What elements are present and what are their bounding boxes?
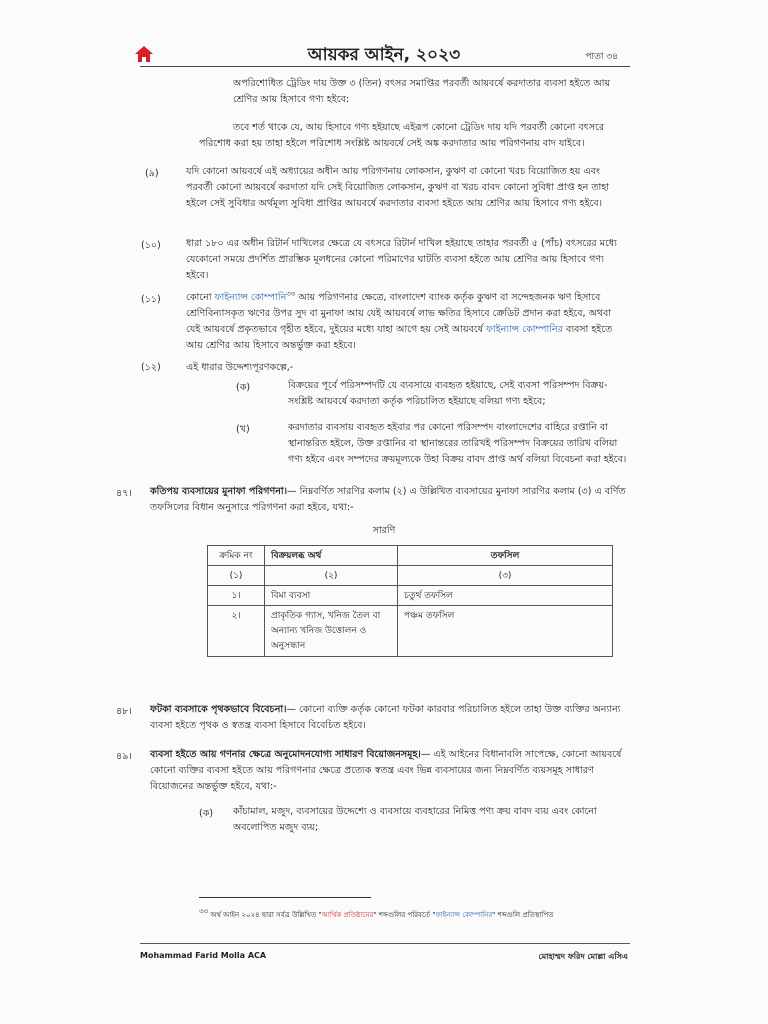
section-47-text: কতিপয় ব্যবসায়ের মুনাফা পরিগণনা।— নিম্নবর্ণিত সারণির কলাম (২) এ উল্লিখিত ব্যবসায়ের মুনাফা সারণির কলাম (৩) এ বর্ণিত তফসিলের বিধান অনুসারে পরিগণনা করা হইবে, যথা:- [150, 486, 626, 513]
subclause-number: (ক) [236, 382, 251, 393]
page-number: পাতা ৩৪ [585, 52, 618, 62]
subclause-ka-text: বিক্রয়ের পূর্বে পরিসম্পদটি যে ব্যবসায়ে ব্যবহৃত হইয়াছে, সেই ব্যবসা পরিসম্পদ বিক্রয়-সংশ্লিষ্ট আয়বর্ষে করদাতা কর্তৃক পরিচালিত হইয়াছে বলিয়া গণ্য হইবে; [288, 380, 608, 407]
subclause-kha-text: করদাতার ব্যবসায় ব্যবহৃত হইবার পর কোনো পরিসম্পদ বাংলাদেশের বাহিরে রপ্তানি বা স্থানান্তরিত হইলে, উক্ত রপ্তানির বা স্থানান্তরের তারিখই পরিসম্পদ বিক্রয়ের তারিখ বলিয়া গণ্য হইবে এবং সম্পদের ক্রয়মূল্যকে উহা বিক্রয় বাবদ প্রাপ্ত অর্থ বলিয়া বিবেচনা করা হইবে। [288, 422, 627, 465]
finance-company-link[interactable]: ফাইন্যান্স কোম্পানি [214, 292, 287, 303]
section-49-text: ব্যবসা হইতে আয় গণনার ক্ষেত্রে অনুমোদনযোগ্য সাধারণ বিয়োজনসমূহ।— এই আইনের বিধানাবলি সাপেক্ষে, কোনো আয়বর্ষে কোনো ব্যক্তির ব্যবসা হইতে আয় পরিগণনার ক্ষেত্রে প্রত্যেক স্বতন্ত্র এবং ভিন্ন ব্যবসায়ের জন্য নিম্নবর্ণিত ব্যয়সমূহ সাধারণ বিয়োজনের অন্তর্ভুক্ত হইবে, যথা:- [150, 749, 622, 792]
proviso-paragraph: তবে শর্ত থাকে যে, আয় হিসাবে গণ্য হইয়াছে এইরূপ কোনো ট্রেডিং দায় যদি পরবর্তী কোনো বৎসরে পরিশোধ করা হয় তাহা হইলে পরিশোধ সংশ্লিষ্ট আয়বর্ষে সেই অঙ্ক করদাতার আয় পরিগণনায় বাদ যাইবে। [199, 122, 605, 149]
footnote: ৩৩ অর্থ আইন ২০২৪ দ্বারা সর্বত্র উল্লিখিত "আর্থিক প্রতিষ্ঠানের" শব্দগুলির পরিবর্তে "ফাইন্যান্স কোম্পানির" শব্দগুলি প্রতিস্থাপিত [199, 907, 554, 919]
table-cell: ১। [208, 586, 265, 606]
clause-number: (১২) [141, 362, 161, 373]
table-colnum: (২) [265, 566, 398, 586]
section-number: ৪৯। [116, 751, 132, 762]
footer-author-english: Mohammad Farid Molla ACA [140, 951, 267, 960]
table-cell: বিমা ব্যবসা [265, 586, 398, 606]
table-colnum: (৩) [398, 566, 613, 586]
clause-10-text: ধারা ১৮০ এর অধীন রিটার্ন দাখিলের ক্ষেত্রে যে বৎসরে রিটার্ন দাখিল হইয়াছে তাহার পরবর্তী ৫ (পাঁচ) বৎসরের মধ্যে যেকোনো সময়ে প্রদর্শিত প্রারম্ভিক মূলধনের কোনো পরিমাণের ঘাটতি ব্যবসা হইতে আয় শ্রেণির আয় হিসাবে গণ্য হইবে। [186, 238, 617, 281]
clause-9-text: যদি কোনো আয়বর্ষে এই অধ্যায়ের অধীন আয় পরিগণনায় লোকসান, কুঋণ বা কোনো খরচ বিয়োজিত হয় এবং পরবর্তী কোনো আয়বর্ষে করদাতা যদি সেই বিয়োজিত লোকসান, কুঋণ বা খরচ বাবদ কোনো সুবিধা প্রাপ্ত হন তাহা হইলে সেই সুবিধার অর্থমূল্য সুবিধা প্রাপ্তির আয়বর্ষে করদাতার ব্যবসা হইতে আয় শ্রেণির আয় হিসাবে গণ্য হইবে। [186, 166, 609, 209]
section-heading: ব্যবসা হইতে আয় গণনার ক্ষেত্রে অনুমোদনযোগ্য সাধারণ বিয়োজনসমূহ। [150, 749, 421, 760]
footnote-new-term: ফাইন্যান্স কোম্পানির [435, 911, 493, 919]
footnote-old-term: আর্থিক প্রতিষ্ঠানের [321, 911, 374, 919]
footnote-divider [199, 897, 371, 898]
section-number: ৪৮। [116, 706, 132, 717]
footnote-marker: ৩৩ [199, 907, 209, 916]
section-number: ৪৭। [116, 488, 132, 499]
footer-author-bangla: মোহাম্মদ ফরিদ মোল্লা এসিএ [538, 952, 628, 961]
page-title: আয়কর আইন, ২০২৩ [307, 45, 461, 65]
table-caption: সারণি [372, 525, 396, 536]
table-cell: পঞ্চম তফসিল [398, 606, 613, 657]
clause-number: (১০) [141, 240, 161, 251]
section-heading: ফটকা ব্যবসাকে পৃথকভাবে বিবেচনা। [150, 704, 287, 715]
table-header: বিক্রয়লব্ধ অর্থ [265, 546, 398, 566]
clause-11-text: কোনো ফাইন্যান্স কোম্পানি$^{৩৩}$ আয় পরিগণনার ক্ষেত্রে, বাংলাদেশ ব্যাংক কর্তৃক কুঋণ বা সন্দেহজনক ঋণ হিসাবে শ্রেণিবিন্যাসকৃত ঋণের উপর সুদ বা মুনাফা আয় যেই আয়বর্ষে লাভ ক্ষতির হিসাবে ক্রেডিট প্রদান করা হইবে, অথবা যেই আয়বর্ষে প্রকৃতভাবে গৃহীত হইবে, দুইয়ের মধ্যে যাহা আগে হয় সেই আয়বর্ষে ফাইন্যান্স কোম্পানির ব্যবসা হইতে আয় শ্রেণির আয় হিসাবে অন্তর্ভুক্ত করা হইবে। [186, 289, 613, 351]
table-row [208, 586, 613, 606]
footnote-ref[interactable]: ৩৩ [286, 289, 296, 298]
table-header: ক্রমিক নং [208, 546, 265, 566]
section-49-ka-text: কাঁচামাল, মজুদ, ব্যবসায়ের উদ্দেশ্যে ও ব্যবসায়ে ব্যবহারের নিমিত্ত পণ্য ক্রয় বাবদ ব্যয় এবং কোনো অবলোপিত মজুদ ব্যয়; [233, 806, 597, 833]
table-cell: চতুর্থ তফসিল [398, 586, 613, 606]
subclause-number: (খ) [236, 424, 250, 435]
finance-company-link[interactable]: ফাইন্যান্স কোম্পানির [485, 324, 563, 335]
table-header: তফসিল [398, 546, 613, 566]
clause-number: (৯) [145, 168, 159, 179]
table-cell: প্রাকৃতিক গ্যাস, খনিজ তৈল বা অন্যান্য খনিজ উত্তোলন ও অনুসন্ধান [265, 606, 398, 657]
clause-number: (১১) [141, 294, 161, 305]
section-48-text: ফটকা ব্যবসাকে পৃথকভাবে বিবেচনা।— কোনো ব্যক্তি কর্তৃক কোনো ফটকা কারবার পরিচালিত হইলে তাহা উক্ত ব্যক্তির অন্যান্য ব্যবসা হইতে পৃথক ও স্বতন্ত্র ব্যবসা হিসাবে বিবেচিত হইবে। [150, 704, 621, 731]
section-heading: কতিপয় ব্যবসায়ের মুনাফা পরিগণনা। [150, 486, 288, 497]
schedule-table [207, 545, 613, 657]
subclause-number: (ক) [199, 808, 214, 819]
table-colnum: (১) [208, 566, 265, 586]
clause-12-text: এই ধারার উদ্দেশ্যপূরণকল্পে,- [186, 362, 294, 373]
continuation-paragraph: অপরিশোধিত ট্রেডিং দায় উক্ত ৩ (তিন) বৎসর সমাপ্তির পরবর্তী আয়বর্ষে করদাতার ব্যবসা হইতে আয় শ্রেণির আয় হিসাবে গণ্য হইবে: [233, 78, 611, 105]
header-divider [140, 66, 630, 67]
footer-divider [140, 943, 630, 944]
table-cell: ২। [208, 606, 265, 657]
table-row [208, 606, 613, 657]
